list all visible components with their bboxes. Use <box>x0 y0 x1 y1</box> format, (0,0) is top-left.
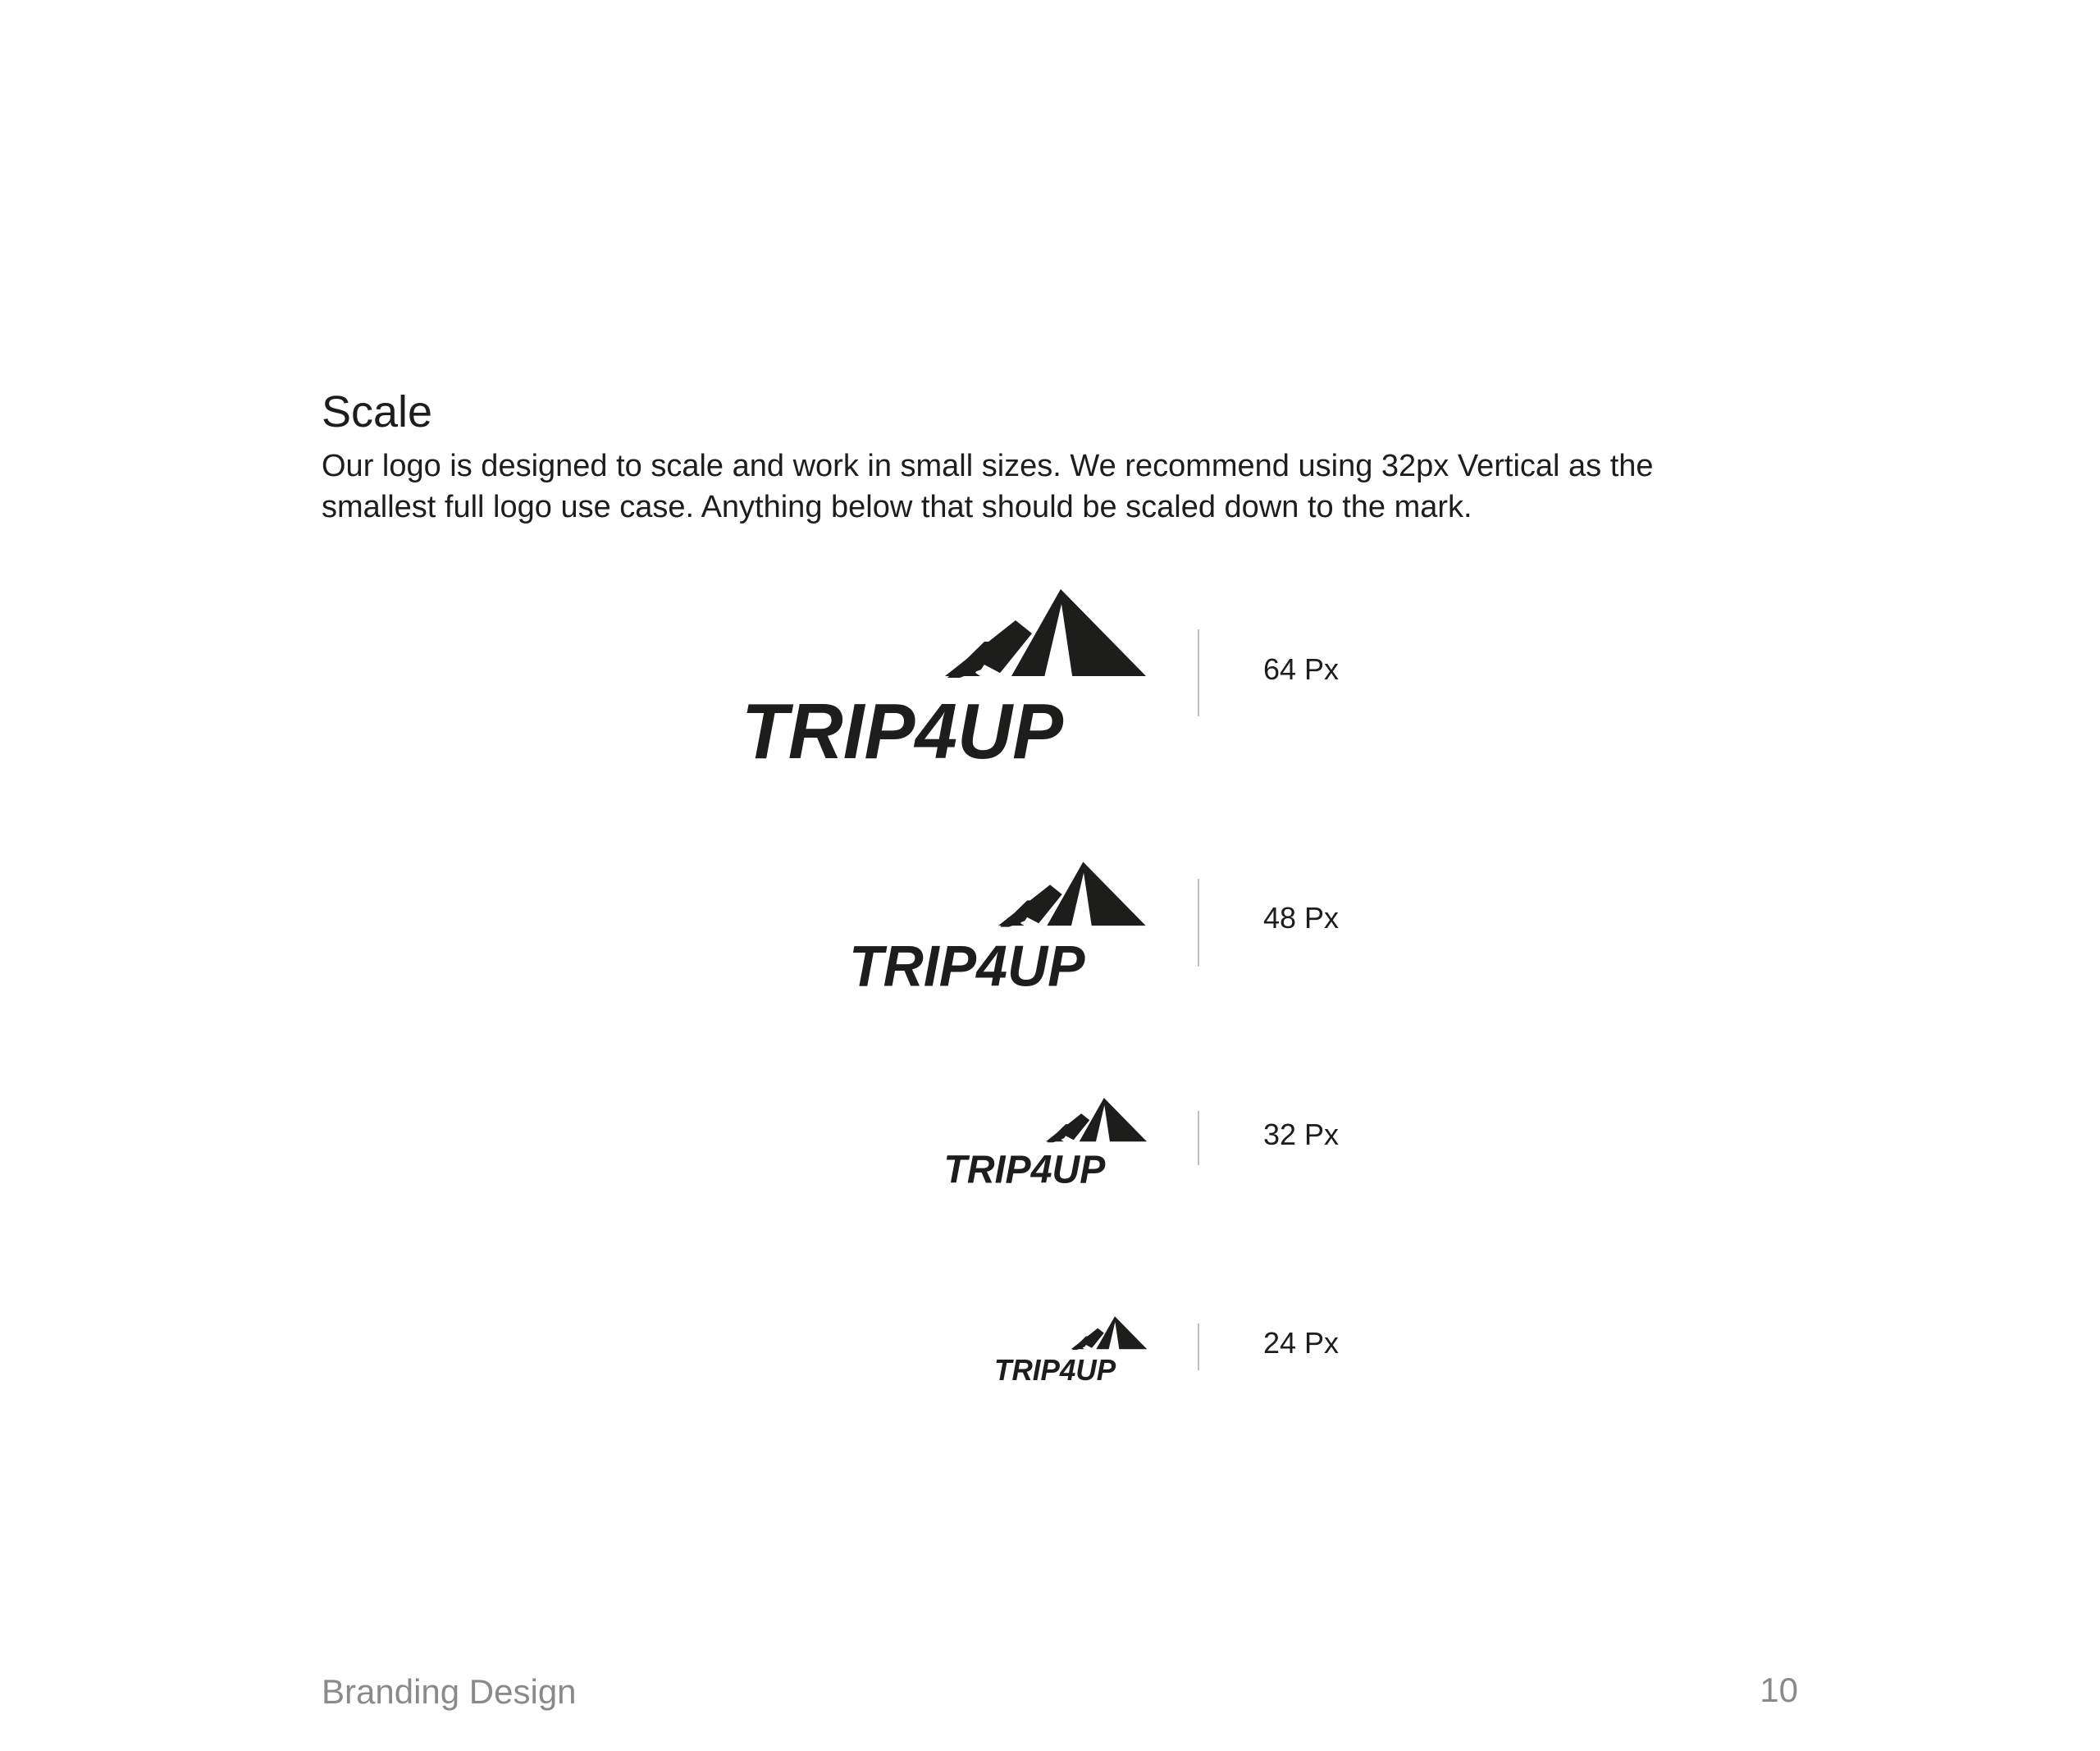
size-label-48px: 48 Px <box>1263 901 1340 935</box>
logo-wordmark: TRIP4UP <box>742 688 1064 769</box>
divider-48px <box>1198 879 1199 967</box>
logo-wordmark: TRIP4UP <box>943 1147 1107 1188</box>
size-label-32px: 32 Px <box>1263 1118 1340 1151</box>
logo-32px <box>942 1095 1148 1188</box>
logo-24px <box>993 1314 1148 1384</box>
divider-32px <box>1198 1111 1199 1165</box>
mountain-mark-icon <box>1046 1098 1147 1144</box>
footer-section-title: Branding Design <box>322 1672 577 1711</box>
logo-64px <box>738 584 1148 769</box>
mountain-mark-icon <box>998 862 1146 929</box>
page-title: Scale <box>322 387 433 437</box>
logo-48px <box>843 858 1151 994</box>
divider-64px <box>1198 629 1199 716</box>
scale-description: Our logo is designed to scale and work in small sizes. We recommend using 32px Vertical as the smallest full logo use case. Anything below that should be scaled down to the mark. <box>322 449 1654 524</box>
logo-wordmark: TRIP4UP <box>994 1353 1116 1384</box>
mountain-mark-icon <box>1071 1316 1148 1351</box>
size-label-24px: 24 Px <box>1263 1326 1340 1360</box>
size-label-64px: 64 Px <box>1263 652 1340 686</box>
mountain-mark-icon <box>945 589 1146 681</box>
logo-wordmark: TRIP4UP <box>849 933 1086 994</box>
divider-24px <box>1198 1324 1199 1370</box>
page-number: 10 <box>1760 1671 1798 1709</box>
